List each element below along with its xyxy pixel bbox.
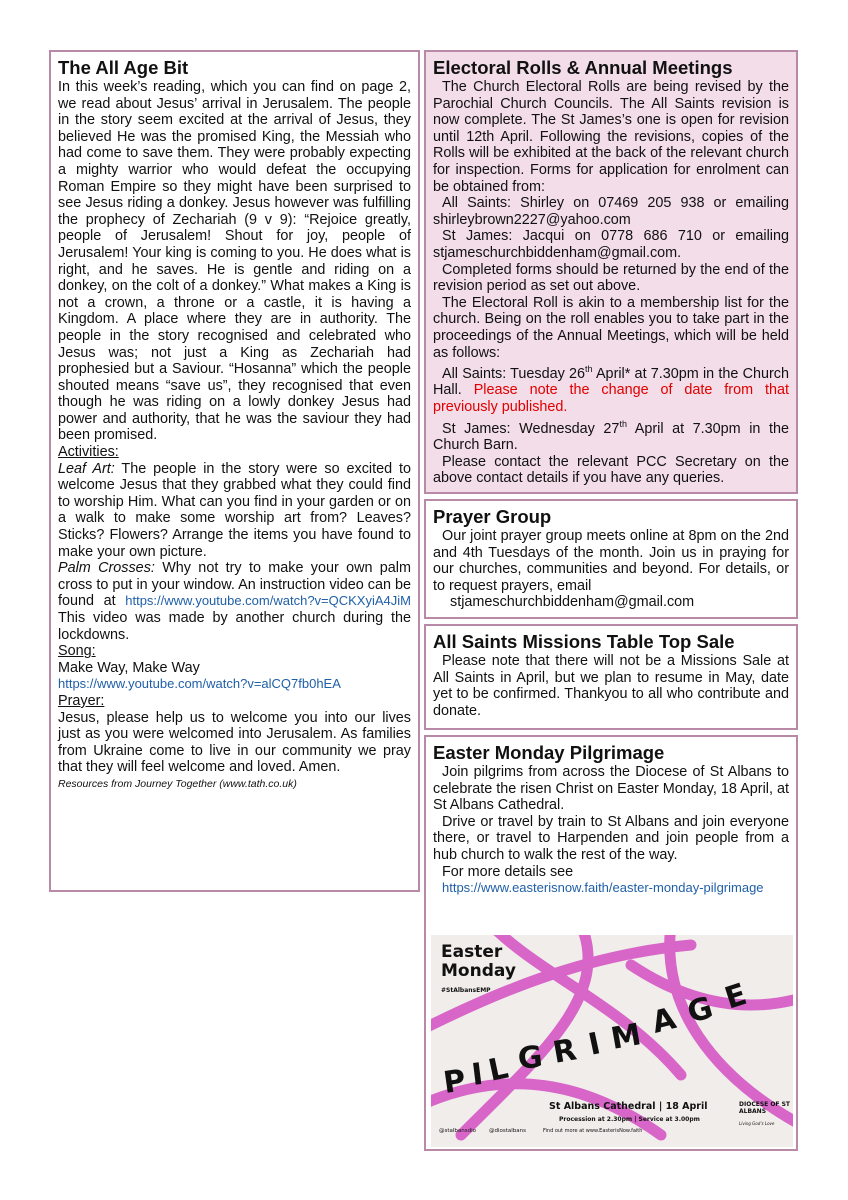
pilgrimage-letter-g2: G bbox=[683, 990, 717, 1031]
prayer-group-title: Prayer Group bbox=[433, 506, 552, 527]
leaf-art-paragraph bbox=[58, 461, 411, 561]
pilgrimage-paragraph-3: For more details see bbox=[442, 863, 574, 880]
pilgrimage-letter-m: M bbox=[608, 1017, 644, 1057]
pilgrimage-letter-l: L bbox=[485, 1050, 512, 1089]
palm-cross-paragraph bbox=[58, 560, 411, 643]
electoral-return-forms: Completed forms should be returned by the end of the revision period as set out above. bbox=[433, 261, 789, 295]
poster-title: Easter Monday bbox=[441, 942, 516, 981]
pilgrimage-link[interactable]: https://www.easterisnow.faith/easter-monday-pilgrimage bbox=[442, 880, 764, 896]
leaf-art-text: The people in the story were so excited to welcome Jesus that they grabbed what they could find to worship Him. What can you find in your garden or on a walk to make some worship art from? Leaves? Sticks? Flowers? Arrange the items you have found to make your own picture. bbox=[58, 460, 411, 560]
st-james-meeting-text: St James: Wednesday 27 bbox=[442, 420, 620, 437]
activities-heading: Activities: bbox=[58, 444, 119, 461]
electoral-membership: The Electoral Roll is akin to a membership list for the church. Being on the roll enables you to take part in the proceedings of the Annual Meetings, which will be held as follows: bbox=[433, 294, 789, 361]
electoral-all-saints-contact: All Saints: Shirley on 07469 205 938 or emailing shirleybrown2227@yahoo.com bbox=[433, 195, 789, 228]
pilgrimage-section bbox=[424, 735, 798, 1151]
pilgrimage-letter-r: R bbox=[550, 1032, 580, 1071]
leaf-art-label: Leaf Art: bbox=[58, 460, 115, 477]
electoral-contact-note: Please contact the relevant PCC Secretary on the above contact details if you have any queries. bbox=[433, 453, 789, 487]
resources-credit: Resources from Journey Together (www.tath.co.uk) bbox=[58, 777, 297, 790]
song-heading: Song: bbox=[58, 643, 96, 660]
poster-venue: St Albans Cathedral | 18 April bbox=[549, 1101, 708, 1112]
prayer-group-text: Our joint prayer group meets online at 8pm on the 2nd and 4th Tuesdays of the month. Join us in praying for our churches, communities and beyond. For details, or to request prayers, email bbox=[433, 528, 789, 594]
electoral-title: Electoral Rolls & Annual Meetings bbox=[433, 57, 733, 78]
poster-diocese-tagline: Living God’s Love bbox=[739, 1121, 775, 1126]
pilgrimage-letter-i: I bbox=[469, 1056, 486, 1093]
st-james-meeting-text-2: April at 7.30pm in the Church Barn. bbox=[433, 420, 789, 454]
electoral-st-james-contact: St James: Jacqui on 0778 686 710 or emailing stjameschurchbiddenham@gmail.com. bbox=[433, 228, 789, 261]
pilgrimage-paragraph-2: Drive or travel by train to St Albans and join everyone there, or travel to Harpenden and join people from a hub church to walk the rest of the way. bbox=[433, 813, 789, 863]
poster-social-handle-2: @diostalbans bbox=[489, 1128, 527, 1134]
poster-times: Procession at 2.30pm | Service at 3.00pm bbox=[559, 1116, 700, 1123]
pilgrimage-paragraph-1: Join pilgrims from across the Diocese of St Albans to celebrate the risen Christ on Easter Monday, 18 April, at St Albans Cathedral. bbox=[433, 764, 789, 814]
pilgrimage-letter-a: A bbox=[648, 1001, 680, 1041]
st-james-meeting bbox=[433, 416, 789, 454]
all-saints-meeting-text-2: April* at 7.30pm in the Church Hall. bbox=[433, 365, 789, 399]
all-age-section bbox=[49, 50, 420, 892]
poster-hashtag: #StAlbansEMP bbox=[441, 987, 491, 994]
pilgrimage-title: Easter Monday Pilgrimage bbox=[433, 742, 665, 763]
missions-title: All Saints Missions Table Top Sale bbox=[433, 631, 735, 652]
missions-text: Please note that there will not be a Missions Sale at All Saints in April, but we plan to resume in May, date yet to be confirmed. Thankyou to all who contribute and donate. bbox=[433, 653, 789, 719]
palm-cross-text: Why not try to make your own palm cross to put in your window. An instruction video can be found at bbox=[58, 560, 411, 610]
prayer-group-section bbox=[424, 499, 798, 619]
pilgrimage-letter-g: G bbox=[516, 1039, 545, 1077]
date-change-notice: Please note the change of date from that previously published. bbox=[433, 382, 789, 416]
pilgrimage-letter-p: P bbox=[441, 1063, 468, 1101]
all-age-intro: In this week’s reading, which you can find on page 2, we read about Jesus’ arrival in Jerusalem. The people in the story seem excited at the arrival of Jesus, they believed He was the promised King, the Messiah who had come to save them. They were probably expecting a mighty warrior who would defeat the occupying Roman Empire so they might have been surprised to see Jesus riding a donkey. Jesus however was fulfilling the prophecy of Zechariah (9 v 9): “Rejoice greatly, people of Jerusalem! Shout for joy, people of Jerusalem! Your king is coming to you. He does what is right, and he saves. He is gentle and riding on a donkey, on the colt of a donkey.” What makes a King is not a crown, a throne or a castle, it is having a Kingdom. A place where they are in authority. The people in the story recognised and celebrated who Jesus was; not just a King as Zechariah had prophesied but a Saviour. “Hosanna” which the people shouted means “save us”, they recognised that even though he was riding on a lowly donkey Jesus had power and authority, that he was the saviour they had been promised. bbox=[58, 79, 411, 444]
all-age-title: The All Age Bit bbox=[58, 57, 189, 78]
all-saints-meeting-sup: th bbox=[585, 364, 593, 375]
missions-sale-section bbox=[424, 624, 798, 730]
palm-cross-video-link[interactable]: https://www.youtube.com/watch?v=QCKXyiA4JiM bbox=[125, 593, 411, 609]
pilgrimage-poster bbox=[431, 935, 793, 1147]
prayer-group-email: stjameschurchbiddenham@gmail.com bbox=[450, 594, 695, 611]
electoral-rolls-section bbox=[424, 50, 798, 494]
palm-cross-text-2: This video was made by another church during the lockdowns. bbox=[58, 610, 411, 643]
poster-find-out: Find out more at www.EasterisNow.faith bbox=[543, 1128, 643, 1134]
all-saints-meeting-text: All Saints: Tuesday 26 bbox=[442, 365, 586, 382]
pilgrimage-letter-e: E bbox=[720, 976, 751, 1017]
song-title: Make Way, Make Way bbox=[58, 659, 200, 676]
pilgrimage-letter-i2: I bbox=[585, 1026, 604, 1063]
st-james-meeting-sup: th bbox=[619, 418, 627, 429]
palm-cross-label: Palm Crosses: bbox=[58, 560, 155, 577]
prayer-text: Jesus, please help us to welcome you into our lives just as you were welcomed into Jerusalem. As families from Ukraine come to live in our community we pray that they will feel welcome and loved. Amen. bbox=[58, 709, 411, 776]
electoral-paragraph-1: The Church Electoral Rolls are being revised by the Parochial Church Councils. The All Saints revision is now complete. The St James’s one is open for revision until 12th April. Following the revisions, copies of the Rolls will be exhibited at the back of the relevant church for inspection. Forms for application for enrolment can be obtained from: bbox=[433, 79, 789, 195]
poster-diocese-logo: DIOCESE OF ST ALBANS bbox=[739, 1101, 791, 1115]
all-saints-meeting bbox=[433, 361, 789, 416]
prayer-heading: Prayer: bbox=[58, 692, 105, 709]
song-link[interactable]: https://www.youtube.com/watch?v=alCQ7fb0hEA bbox=[58, 676, 341, 692]
poster-social-handle-1: @stalbansdio bbox=[439, 1128, 477, 1134]
